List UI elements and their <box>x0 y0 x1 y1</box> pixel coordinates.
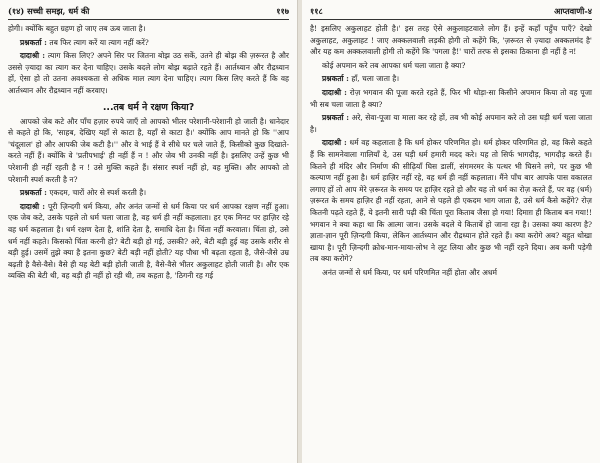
right-page-header <box>310 6 592 20</box>
section-heading: ...तब धर्म ने रक्षण किया? <box>102 101 195 113</box>
left-chapter-title: (१४) सच्ची समझ, धर्म की <box>8 6 90 16</box>
answer <box>8 50 289 96</box>
speaker-label: दादाश्री : <box>20 51 45 61</box>
right-page <box>302 0 600 463</box>
answer <box>310 137 592 265</box>
left-page-header <box>8 6 289 20</box>
speaker-label: प्रश्नकर्ता : <box>322 74 349 84</box>
paragraph: आपको जेब कटे और पाँच हज़ार रुपये जाएँ तो आपको भीतर परेशानी-परेशानी हो जाती है। धानेदार से कहते हो कि, 'साहब, देखिए यहाँ से काटा है, यहाँ से काटा है।' क्योंकि आप मानते हो कि ''आप 'चंदूलाल' हो और आपकी जेब कटी है।'' और वे भाई हैं वे सीधे घर चले जाते हैं, किसीको कुछ दिखाते-करते नहीं हैं। क्योंकि वे 'प्रतीपभाई' ही नहीं हैं न ! और जेब भी उनकी नहीं है। इसलिए उन्हें कुछ भी परेशानी ही नहीं रहती है न ! उसे मुक्ति कहते हैं। संसार स्पर्श नहीं हो, वह मुक्ति। और आपको तो परेशानी स्पर्श करती है न? <box>8 116 289 184</box>
paragraph: कोई अपमान करे तब आपका धर्म चला जाता है क्या? <box>322 60 466 70</box>
question <box>310 112 592 135</box>
speaker-label: दादाश्री : <box>20 201 46 211</box>
question <box>8 37 289 49</box>
question <box>310 73 592 85</box>
answer-text: त्याग किस लिए? अपने सिर पर जितना बोझ उठ सकें, उतने ही बोझ की ज़रूरत है और उससे ज़्यादा का त्याग कर देना चाहिए। उसके बदले लोग बोझ बढ़ाते रहते हैं। आर्तध्यान और रौद्रध्यान हों, ऐसा हो तो उतना अवश्यकता से अधिक माल त्याग देना चाहिए। त्याग किस लिए करते हैं कि वह आर्तध्यान और रौद्रध्यान नहीं करवाए। <box>8 51 290 95</box>
right-chapter-title: आप्तवाणी-४ <box>554 6 592 16</box>
paragraph: होगी। क्योंकि बहुत ग्रहण हो जाए तब ऊब जाता है। <box>8 24 146 33</box>
question-text: अरे, सेवा-पूजा या माला कर रहे हों, तब भी कोई अपमान करे तो उस घड़ी धर्म चला जाता है। <box>310 113 593 134</box>
left-page-body <box>8 23 289 282</box>
question-text: एकदम, चारों ओर से स्पर्श करती है। <box>49 188 147 198</box>
answer-text: रोज़ भगवान की पूजा करते रहते हैं, फिर भी थोड़ा-सा किसीने अपमान किया तो वह पूजा भी सब चला जाता है क्या? <box>310 87 592 109</box>
right-page-number: ११८ <box>310 6 323 16</box>
left-page-number: ११७ <box>276 6 289 16</box>
answer-text: पूरी ज़िन्दगी धर्म किया, और अनंत जन्मों से धर्म किया पर धर्म आपका रक्षण नहीं हुआ। एक जेब कटे, उसके पहले तो धर्म चला जाता है, वह धर्म ही नहीं कहलाता। हर एक मिनट पर हाज़िर रहे वह धर्म कहलाता है। धर्म रक्षण देता है, शांति देता है, समाधि देता है। चिंता नहीं करवाता। चिंता हो, उसे धर्म नहीं कहते। किसको चिंता करनी हो? बेटी बड़ी हो गई, उसकी? अरे, बेटी बड़ी हुई वह उसके शरीर से बड़ी हुई। उसमें तुझे क्या है इतना कुछ? बेटी बड़ी नहीं होती? यह पौधा भी बढ़ता रहता है, जैसे-जैसे उम्र बढ़ती है वैसे-वैसे। वैसे ही यह बेटी बड़ी होती जाती है, वैसे-वैसे भीतर अकुलाहट होती जाती है। और एक व्यक्ति की बेटी थी, वह बड़ी ही नहीं हो रही थी, तब कहता है, 'ठिगनी रह गई <box>8 201 290 281</box>
answer <box>310 87 592 110</box>
speaker-label: दादाश्री : <box>322 138 347 148</box>
answer-text: धर्म वह कहलाता है कि धर्म होकर परिणमित हो। धर्म होकर परिणमित हो, वह किसे कहते हैं कि सामनेवाला गालियाँ दे, उस घड़ी धर्म हमारी मदद करे। यह तो सिर्फ भागदौड़, भागदौड़ करते हैं। कितने ही मंदिर और निर्माण की सीढ़ियाँ घिस डालीं, संगमरमर के पत्थर भी घिसने लगे, पर कुछ भी कल्याण नहीं हुआ है। धर्म हाज़िर नहीं रहे, वह धर्म ही नहीं कहलाता। मैंने पाँच बार आपके पास वकालत लगाए हों तो आप मेरे ज़रूरत के समय पर हाज़िर रहते हो और यह तो धर्म का रोज़ करते हैं, पर वह (धर्म) ज़रूरत के समय हाज़िर ही नहीं रहता, आने से पहले ही एकदम भाग जाता है, उसे धर्म कैसे कहेंगे? रोज़ कितनी पढ़ते रहते हैं, ये इतनी सारी पढ़ी की चिंता पूरा किताब जैसा हो गया! दिमाग़ ही किताब बन गया!! भगवान ने क्या कहा था कि आत्मा जान। उसके बदले ये किताबें हो जाना रहा है। उसका क्या कारण है? ज्ञाता-ज्ञान पूरी ज़िन्दगी किया, लेकिन आर्तध्यान और रौद्रध्यान होते रहते हैं। क्या करोगे अब? बहुत थोखा खाया है। पूरी ज़िन्दगी क्रोध-मान-माया-लोभ ने लूट लिया और कुछ भी नहीं रहने दिया। अब कमी पड़ेगी तब क्या करोगे? <box>310 138 593 264</box>
right-page-body <box>310 23 592 278</box>
speaker-label: प्रश्नकर्ता : <box>20 188 47 198</box>
paragraph: अनंत जन्मों से धर्म किया, पर धर्म परिणमित नहीं होता और अधर्म <box>322 267 497 277</box>
paragraph: है! इसलिए अकुलाहट होती है।' इस तरह ऐसे अकुलाहटवाले लोग हैं। इन्हें कहाँ पहुँच पाएँ? देखो अकुलाहट, अकुलाहट ! जाए अक्कलवाली लड़की होगी तो कहेंगे कि, 'ज़रूरत से ज़्यादा अक्कलमंद है' और यह कम अक्कलवाली होगी तो कहेंगे कि 'पगला है!' चारों तरफ से इसका ठिकाना ही नहीं है न! <box>310 24 592 57</box>
question-text: तब फिर त्याग करें या त्याग नहीं करें? <box>49 37 149 47</box>
speaker-label: प्रश्नकर्ता : <box>322 113 350 123</box>
question <box>8 187 289 199</box>
speaker-label: प्रश्नकर्ता : <box>20 37 47 47</box>
answer <box>8 201 289 282</box>
question-text: हाँ, चला जाता है। <box>351 74 400 84</box>
left-page <box>0 0 298 463</box>
speaker-label: दादाश्री : <box>322 87 347 97</box>
